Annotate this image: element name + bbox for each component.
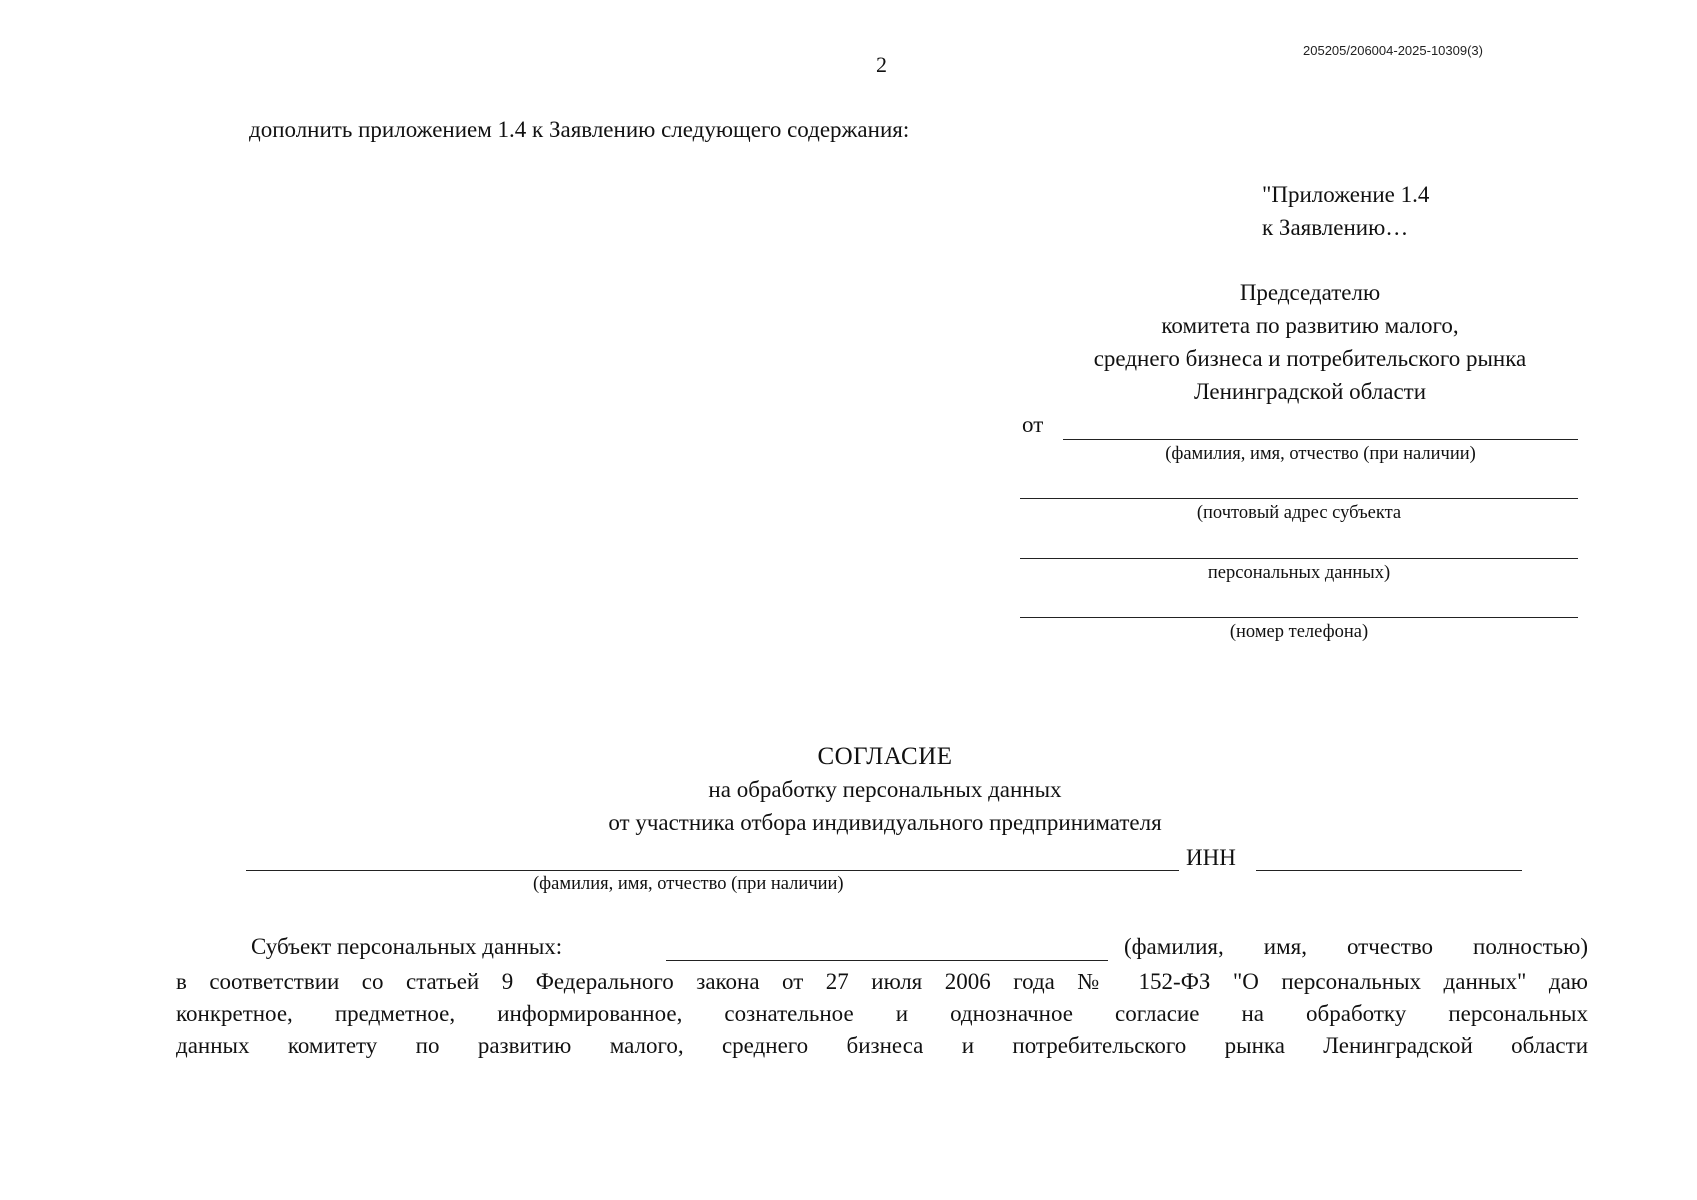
title-line-3: от участника отбора индивидуального предпринимателя xyxy=(608,810,1162,835)
phone-field-line[interactable] xyxy=(1020,617,1578,618)
inn-label: ИНН xyxy=(1186,845,1236,870)
document-number: 205205/206004-2025-10309(3) xyxy=(1303,43,1483,58)
inn-field-line[interactable] xyxy=(1256,870,1522,871)
addressee-line-4: Ленинградской области xyxy=(1193,379,1427,404)
addressee-line-1: Председателю xyxy=(1239,280,1381,305)
from-label: от xyxy=(1022,412,1044,437)
appendix-line-2: к Заявлению… xyxy=(1262,215,1409,240)
appendix-reference xyxy=(1262,178,1429,244)
subject-label: Субъект персональных данных: xyxy=(251,934,563,959)
from-name-field-line[interactable] xyxy=(1063,439,1578,440)
addressee-line-2: комитета по развитию малого, xyxy=(1161,313,1459,338)
address-field-line-2[interactable] xyxy=(1020,558,1578,559)
address-field-line-1[interactable] xyxy=(1020,498,1578,499)
address-caption-2: персональных данных) xyxy=(1207,563,1391,583)
from-name-caption: (фамилия, имя, отчество (при наличии) xyxy=(1165,444,1476,464)
page-number: 2 xyxy=(876,52,887,77)
subject-caption: (фамилия, имя, отчество полностью) xyxy=(1124,934,1588,959)
body-line-3: конкретное, предметное, информированное, сознательное и однозначное согласие на обработку персональных xyxy=(176,1001,1588,1026)
addressee-block xyxy=(1000,276,1620,408)
body-line-2: в соответствии со статьей 9 Федерального закона от 27 июля 2006 года № 152-ФЗ "О персональных данных" даю xyxy=(176,969,1588,994)
address-caption-1: (почтовый адрес субъекта xyxy=(1196,503,1402,523)
body-line-4: данных комитету по развитию малого, среднего бизнеса и потребительского рынка Ленинградской области xyxy=(176,1033,1588,1058)
entrepreneur-name-field-line[interactable] xyxy=(246,870,1179,871)
appendix-line-1: "Приложение 1.4 xyxy=(1262,182,1430,207)
entrepreneur-name-caption: (фамилия, имя, отчество (при наличии) xyxy=(533,874,844,894)
phone-caption: (номер телефона) xyxy=(1229,622,1369,642)
addressee-line-3: среднего бизнеса и потребительского рынка xyxy=(1093,346,1527,371)
subject-name-field-line[interactable] xyxy=(666,960,1108,961)
consent-title xyxy=(0,740,1697,839)
title-consent: СОГЛАСИЕ xyxy=(817,743,953,770)
intro-line: дополнить приложением 1.4 к Заявлению следующего содержания: xyxy=(249,117,910,142)
title-line-2: на обработку персональных данных xyxy=(708,777,1062,802)
